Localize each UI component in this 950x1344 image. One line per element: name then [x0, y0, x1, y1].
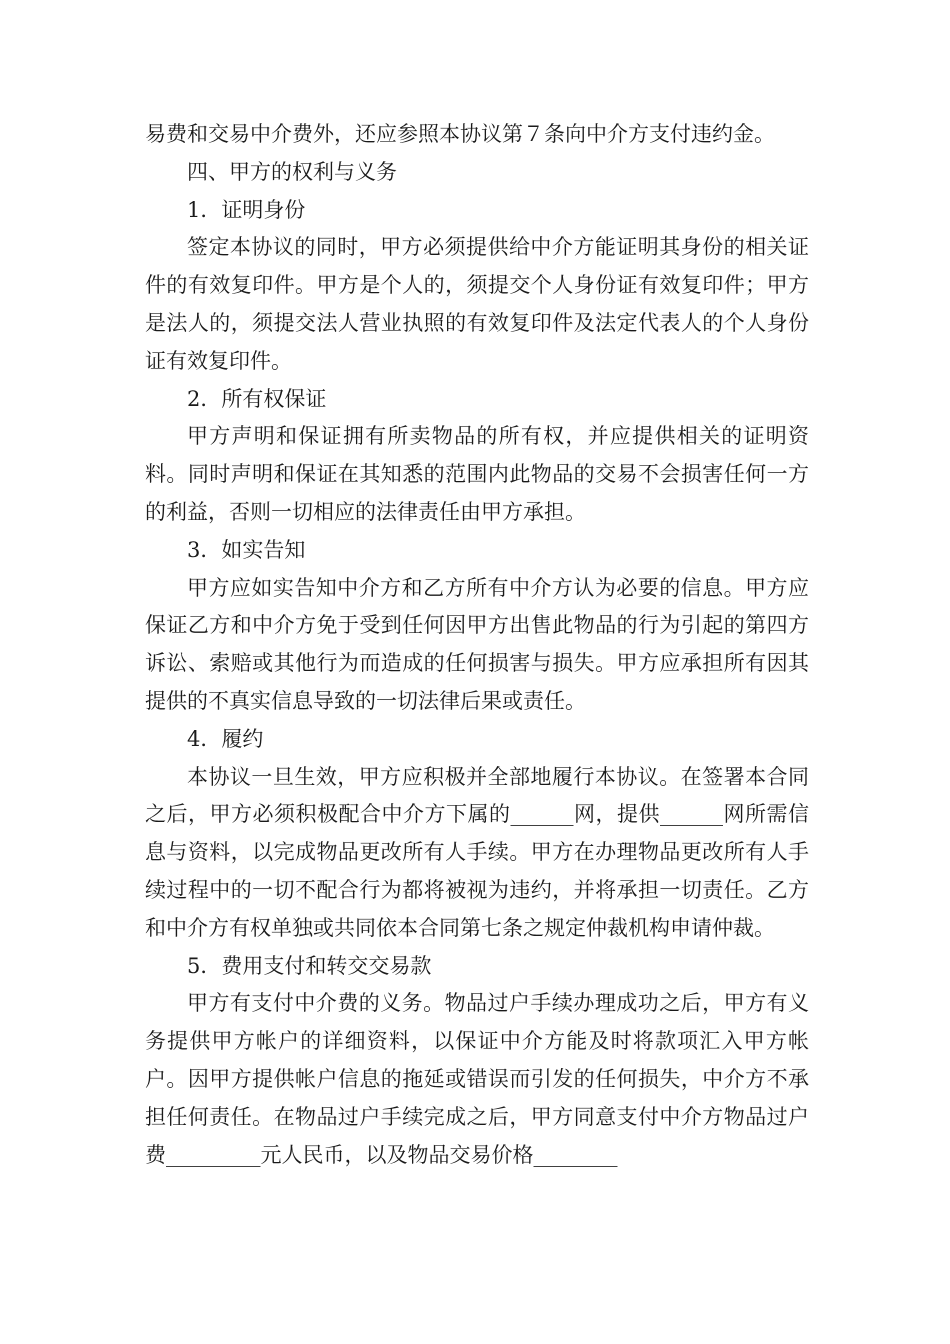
- clause-heading-performance: 4．履约: [187, 726, 264, 751]
- clause-body-payment: 甲方有支付中介费的义务。物品过户手续办理成功之后，甲方有义务提供甲方帐户的详细资料，以保证中介方能及时将款项汇入甲方帐户。因甲方提供帐户信息的拖延或错误而引发的任何损失，中介方不承担任何责任。在物品过户手续完成之后，甲方同意支付中介方物品过户费_________元人民币，以及物品交易价格________: [145, 991, 809, 1167]
- clause-heading-ownership: 2．所有权保证: [187, 386, 327, 411]
- section-heading-party-a-rights: 四、甲方的权利与义务: [187, 159, 397, 184]
- clause-body-disclosure: 甲方应如实告知中介方和乙方所有中介方认为必要的信息。甲方应保证乙方和中介方免于受到任何因甲方出售此物品的行为引起的第四方诉讼、索赔或其他行为而造成的任何损害与损失。甲方应承担所有因其提供的不真实信息导致的一切法律后果或责任。: [145, 575, 809, 713]
- document-body: [145, 116, 809, 1174]
- clause-heading-identity: 1．证明身份: [187, 197, 306, 222]
- clause-body-performance: 本协议一旦生效，甲方应积极并全部地履行本协议。在签署本合同之后，甲方必须积极配合中介方下属的______网，提供______网所需信息与资料，以完成物品更改所有人手续。甲方在办理物品更改所有人手续过程中的一切不配合行为都将被视为违约，并将承担一切责任。乙方和中介方有权单独或共同依本合同第七条之规定仲裁机构申请仲裁。: [145, 764, 809, 940]
- clause-body-identity: 签定本协议的同时，甲方必须提供给中介方能证明其身份的相关证件的有效复印件。甲方是个人的，须提交个人身份证有效复印件；甲方是法人的，须提交法人营业执照的有效复印件及法定代表人的个人身份证有效复印件。: [145, 235, 809, 373]
- clause-body-ownership: 甲方声明和保证拥有所卖物品的所有权，并应提供相关的证明资料。同时声明和保证在其知悉的范围内此物品的交易不会损害任何一方的利益，否则一切相应的法律责任由甲方承担。: [145, 424, 809, 524]
- clause-heading-disclosure: 3．如实告知: [187, 537, 306, 562]
- clause-heading-payment: 5．费用支付和转交交易款: [187, 953, 432, 978]
- paragraph-continuation: 易费和交易中介费外，还应参照本协议第７条向中介方支付违约金。: [145, 122, 775, 146]
